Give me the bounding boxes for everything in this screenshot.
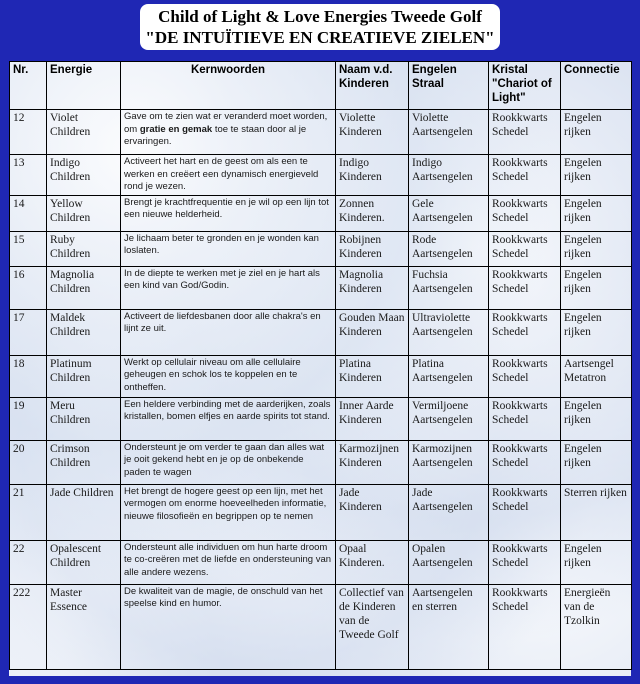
cell-kristal: Rookkwarts Schedel	[489, 540, 561, 584]
header-nr: Nr.	[10, 62, 47, 110]
cell-kristal: Rookkwarts Schedel	[489, 440, 561, 484]
cell-energie: Platinum Children	[47, 355, 121, 397]
kernwoorden-text: Het brengt de hogere geest op een lijn, met het vermogen om enorme hoeveelheden informatie, nieuwe filosofieën en begrippen op te nemen	[124, 485, 327, 522]
cell-kernwoorden	[121, 397, 336, 440]
cell-connectie: Engelen rijken	[561, 195, 632, 231]
cell-kernwoorden	[121, 231, 336, 266]
cell-engelen: Indigo Aartsengelen	[409, 155, 489, 196]
cell-nr: 21	[10, 484, 47, 540]
header-energie: Energie	[47, 62, 121, 110]
page-title: Child of Light & Love Energies Tweede Golf	[158, 7, 482, 26]
cell-kristal: Rookkwarts Schedel	[489, 195, 561, 231]
cell-nr: 13	[10, 155, 47, 196]
cell-kernwoorden	[121, 266, 336, 309]
header-engelen: Engelen Straal	[409, 62, 489, 110]
kernwoorden-text: Activeert de liefdesbanen door alle chakra's en lijnt ze uit.	[124, 310, 321, 334]
cell-kernwoorden	[121, 155, 336, 196]
cell-kernwoorden	[121, 355, 336, 397]
cell-kernwoorden	[121, 584, 336, 669]
cell-naam: Gouden Maan Kinderen	[336, 309, 409, 355]
cell-kernwoorden	[121, 484, 336, 540]
cell-kristal: Rookkwarts Schedel	[489, 231, 561, 266]
cell-energie: Jade Children	[47, 484, 121, 540]
cell-connectie: Engelen rijken	[561, 231, 632, 266]
cell-engelen: Platina Aartsengelen	[409, 355, 489, 397]
cell-naam: Jade Kinderen	[336, 484, 409, 540]
header-connectie: Connectie	[561, 62, 632, 110]
page-subtitle: "DE INTUÏTIEVE EN CREATIEVE ZIELEN"	[145, 28, 495, 47]
cell-kernwoorden	[121, 195, 336, 231]
kernwoorden-text: Ondersteunt alle individuen om hun harte droom te co-creëren met de liefde en ondersteuning van alle andere wezens.	[124, 541, 332, 578]
cell-kristal: Rookkwarts Schedel	[489, 584, 561, 669]
cell-kristal: Rookkwarts Schedel	[489, 309, 561, 355]
cell-energie: Ruby Children	[47, 231, 121, 266]
cell-naam: Robijnen Kinderen	[336, 231, 409, 266]
cell-connectie: Engelen rijken	[561, 309, 632, 355]
cell-energie: Master Essence	[47, 584, 121, 669]
table-row	[10, 266, 632, 309]
cell-naam: Indigo Kinderen	[336, 155, 409, 196]
cell-engelen: Ultraviolette Aartsengelen	[409, 309, 489, 355]
cell-nr: 19	[10, 397, 47, 440]
kernwoorden-text: In de diepte te werken met je ziel en je hart als een kind van God/Godin.	[124, 267, 320, 291]
cell-naam: Platina Kinderen	[336, 355, 409, 397]
title-banner	[140, 4, 500, 50]
cell-connectie: Engelen rijken	[561, 540, 632, 584]
cell-engelen: Jade Aartsengelen	[409, 484, 489, 540]
cell-nr: 14	[10, 195, 47, 231]
cell-connectie: Engelen rijken	[561, 110, 632, 155]
cell-connectie: Engelen rijken	[561, 155, 632, 196]
kernwoorden-bold: gratie en gemak	[139, 123, 213, 135]
cell-energie: Yellow Children	[47, 195, 121, 231]
cell-energie: Maldek Children	[47, 309, 121, 355]
cell-nr: 17	[10, 309, 47, 355]
cell-naam: Opaal Kinderen.	[336, 540, 409, 584]
cell-nr: 20	[10, 440, 47, 484]
cell-connectie: Engelen rijken	[561, 266, 632, 309]
energies-table	[9, 61, 632, 670]
kernwoorden-text-end: toe te staan door al je ervaringen.	[124, 123, 307, 147]
cell-kristal: Rookkwarts Schedel	[489, 266, 561, 309]
table-row	[10, 195, 632, 231]
cell-engelen: Rode Aartsengelen	[409, 231, 489, 266]
cell-energie: Meru Children	[47, 397, 121, 440]
cell-engelen: Violette Aartsengelen	[409, 110, 489, 155]
table-row	[10, 309, 632, 355]
kernwoorden-text: Je lichaam beter te gronden en je wonden kan loslaten.	[124, 232, 319, 256]
kernwoorden-text: De kwaliteit van de magie, de onschuld van het speelse kind en humor.	[124, 585, 323, 609]
cell-nr: 18	[10, 355, 47, 397]
header-kristal: Kristal "Chariot of Light"	[489, 62, 561, 110]
cell-energie: Indigo Children	[47, 155, 121, 196]
cell-nr: 22	[10, 540, 47, 584]
cell-naam: Collectief van de Kinderen van de Tweede Golf	[336, 584, 409, 669]
cell-kernwoorden	[121, 540, 336, 584]
table-row	[10, 397, 632, 440]
cell-connectie: Engelen rijken	[561, 397, 632, 440]
cell-connectie: Engelen rijken	[561, 440, 632, 484]
header-naam: Naam v.d. Kinderen	[336, 62, 409, 110]
cell-energie: Magnolia Children	[47, 266, 121, 309]
kernwoorden-text: Gave om te zien wat er veranderd moet worden, om	[124, 111, 328, 135]
cell-kernwoorden	[121, 110, 336, 155]
cell-engelen: Aartsengelen en sterren	[409, 584, 489, 669]
table-row	[10, 355, 632, 397]
cell-kristal: Rookkwarts Schedel	[489, 155, 561, 196]
cell-engelen: Fuchsia Aartsengelen	[409, 266, 489, 309]
cell-energie: Violet Children	[47, 110, 121, 155]
table-row	[10, 484, 632, 540]
kernwoorden-text: Een heldere verbinding met de aarderijken, zoals kristallen, bomen elfjes en aarde spirits tot stand.	[124, 398, 331, 422]
table-row	[10, 584, 632, 669]
cell-naam: Magnolia Kinderen	[336, 266, 409, 309]
cell-naam: Zonnen Kinderen.	[336, 195, 409, 231]
cell-kernwoorden	[121, 440, 336, 484]
cell-engelen: Vermiljoene Aartsengelen	[409, 397, 489, 440]
kernwoorden-text: Werkt op cellulair niveau om alle cellulaire geheugen en schok los te koppelen en te ontheffen.	[124, 356, 301, 393]
cell-naam: Inner Aarde Kinderen	[336, 397, 409, 440]
table-row	[10, 440, 632, 484]
table-row	[10, 540, 632, 584]
cell-kristal: Rookkwarts Schedel	[489, 397, 561, 440]
table-row	[10, 110, 632, 155]
cell-connectie: Energieën van de Tzolkin	[561, 584, 632, 669]
cell-nr: 16	[10, 266, 47, 309]
cell-connectie: Sterren rijken	[561, 484, 632, 540]
cell-kernwoorden	[121, 309, 336, 355]
energies-table-container	[9, 61, 631, 676]
cell-nr: 15	[10, 231, 47, 266]
cell-nr: 222	[10, 584, 47, 669]
kernwoorden-text: Activeert het hart en de geest om als een te werken en creëert een dynamisch energieveld rond je wezen.	[124, 156, 319, 192]
header-kernwoorden: Kernwoorden	[121, 62, 336, 110]
cell-connectie: Aartsengel Metatron	[561, 355, 632, 397]
table-row	[10, 155, 632, 196]
cell-kristal: Rookkwarts Schedel	[489, 110, 561, 155]
kernwoorden-text: Brengt je krachtfrequentie en je wil op een lijn tot een nieuwe helderheid.	[124, 196, 329, 220]
cell-engelen: Karmozijnen Aartsengelen	[409, 440, 489, 484]
cell-naam: Violette Kinderen	[336, 110, 409, 155]
cell-energie: Opalescent Children	[47, 540, 121, 584]
cell-energie: Crimson Children	[47, 440, 121, 484]
cell-kristal: Rookkwarts Schedel	[489, 484, 561, 540]
cell-kristal: Rookkwarts Schedel	[489, 355, 561, 397]
cell-engelen: Opalen Aartsengelen	[409, 540, 489, 584]
cell-naam: Karmozijnen Kinderen	[336, 440, 409, 484]
cell-nr: 12	[10, 110, 47, 155]
cell-engelen: Gele Aartsengelen	[409, 195, 489, 231]
header-row	[10, 62, 632, 110]
kernwoorden-text: Ondersteunt je om verder te gaan dan alles wat je ooit gekend hebt en je op de onbekende paden te wagen	[124, 441, 325, 478]
table-row	[10, 231, 632, 266]
